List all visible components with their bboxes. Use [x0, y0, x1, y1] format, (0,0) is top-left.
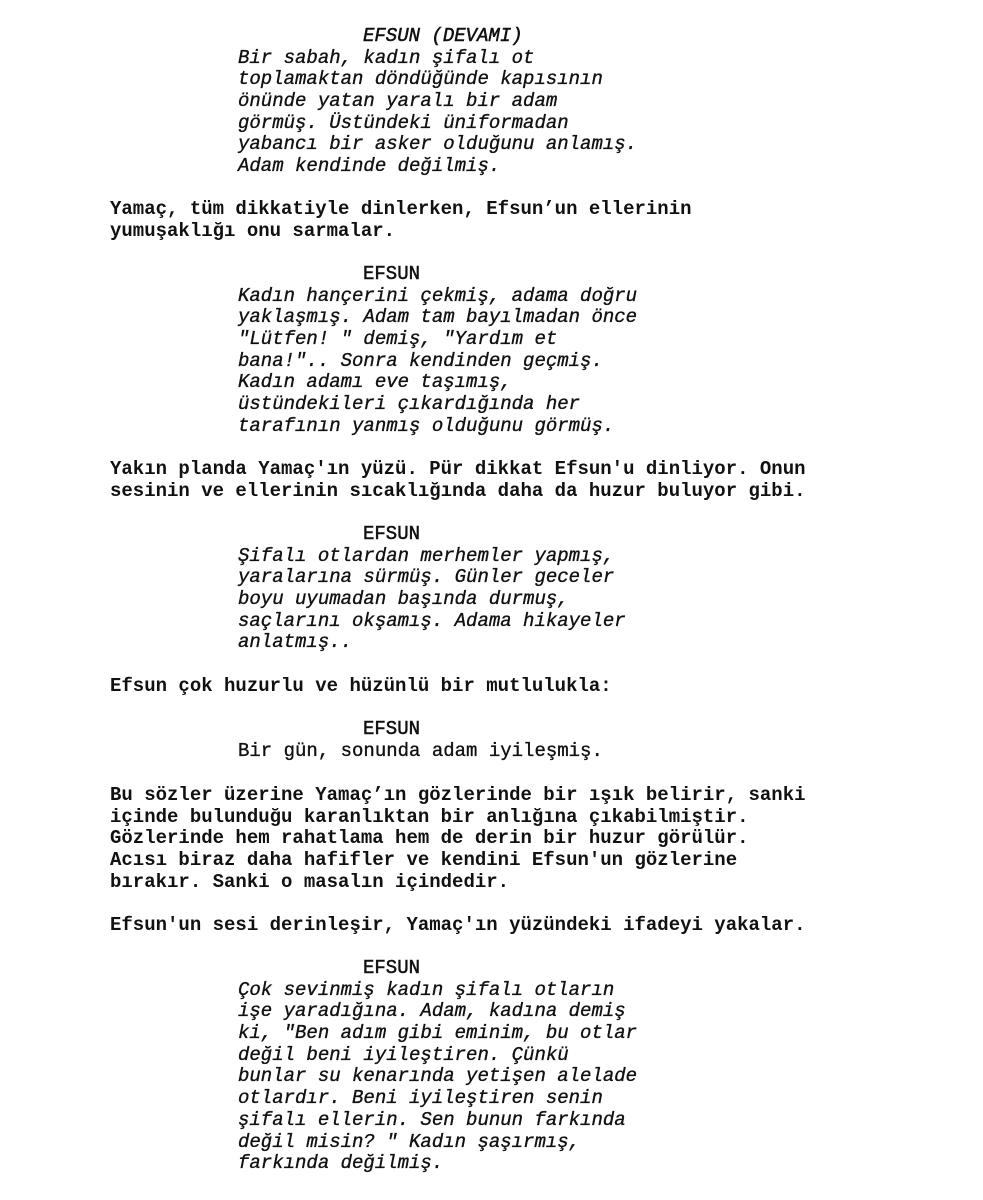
action-line: Efsun'un sesi derinleşir, Yamaç'ın yüzündeki ifadeyi yakalar. [110, 914, 806, 936]
dialogue-line: yaralarına sürmüş. Günler geceler [238, 566, 615, 589]
dialogue-line: tarafının yanmış olduğunu görmüş. [238, 414, 615, 437]
dialogue-line: Kadın hançerini çekmiş, adama doğru [238, 284, 638, 307]
dialogue-text [238, 546, 626, 654]
action-block-1 [110, 199, 692, 242]
dialogue-line: değil misin? " Kadın şaşırmış, [238, 1130, 581, 1153]
dialogue-line: şifalı ellerin. Sen bunun farkında [238, 1108, 626, 1131]
dialogue-line: anlatmış.. [238, 631, 353, 654]
action-line: Gözlerinde hem rahatlama hem de derin bir huzur görülür. [110, 827, 749, 850]
action-block-4 [110, 785, 806, 893]
action-block-5 [110, 915, 806, 937]
character-cue: EFSUN [363, 263, 421, 285]
dialogue-line: Bir sabah, kadın şifalı ot [238, 46, 535, 69]
action-line: Efsun çok huzurlu ve hüzünlü bir mutlulukla: [110, 675, 612, 697]
dialogue-line: farkında değilmiş. [238, 1152, 444, 1175]
character-cue: EFSUN (DEVAMI) [363, 25, 523, 47]
dialogue-block-5 [0, 958, 637, 1175]
action-line: içinde bulunduğu karanlıktan bir anlığına çıkabilmiştir. [110, 805, 749, 828]
dialogue-line: önünde yatan yaralı bir adam [238, 90, 558, 113]
dialogue-text [238, 741, 603, 763]
action-line: Yakın planda Yamaç'ın yüzü. Pür dikkat Efsun'u dinliyor. Onun [110, 458, 806, 480]
dialogue-line: yabancı bir asker olduğunu anlamış. [238, 133, 638, 156]
action-line: yumuşaklığı onu sarmalar. [110, 219, 396, 242]
dialogue-text [238, 286, 637, 438]
action-block-3 [110, 676, 612, 698]
action-line: Bu sözler üzerine Yamaç’ın gözlerinde bir ışık belirir, sanki [110, 784, 806, 806]
action-line: bırakır. Sanki o masalın içindedir. [110, 870, 510, 893]
character-cue: EFSUN [363, 718, 421, 740]
dialogue-line: toplamaktan döndüğünde kapısının [238, 68, 603, 91]
action-block-2 [110, 459, 806, 502]
dialogue-line: ki, "Ben adım gibi eminim, bu otlar [238, 1022, 638, 1045]
dialogue-line: üstündekileri çıkardığında her [238, 393, 581, 416]
dialogue-text [238, 48, 637, 178]
dialogue-line: yaklaşmış. Adam tam bayılmadan önce [238, 306, 638, 329]
character-cue: EFSUN [363, 957, 421, 979]
dialogue-block-4 [0, 719, 603, 762]
dialogue-line: saçlarını okşamış. Adama hikayeler [238, 609, 626, 632]
character-cue: EFSUN [363, 523, 421, 545]
dialogue-line: değil beni iyileştiren. Çünkü [238, 1043, 569, 1066]
dialogue-line: Bir gün, sonunda adam iyileşmiş. [238, 739, 603, 762]
dialogue-block-3 [0, 524, 626, 654]
action-line: Yamaç, tüm dikkatiyle dinlerken, Efsun’un ellerinin [110, 198, 692, 220]
action-line: Acısı biraz daha hafifler ve kendini Efsun'un gözlerine [110, 849, 738, 872]
dialogue-line: otlardır. Beni iyileştiren senin [238, 1087, 603, 1110]
dialogue-line: bana!".. Sonra kendinden geçmiş. [238, 349, 603, 372]
dialogue-line: işe yaradığına. Adam, kadına demiş [238, 1000, 626, 1023]
dialogue-line: Şifalı otlardan merhemler yapmış, [238, 544, 615, 567]
dialogue-line: "Lütfen! " demiş, "Yardım et [238, 328, 558, 351]
dialogue-line: görmüş. Üstündeki üniformadan [238, 111, 569, 134]
dialogue-text [238, 980, 637, 1175]
dialogue-line: bunlar su kenarında yetişen alelade [238, 1065, 638, 1088]
dialogue-line: Kadın adamı eve taşımış, [238, 371, 512, 394]
dialogue-line: Adam kendinde değilmiş. [238, 155, 501, 178]
dialogue-block-1 [0, 26, 637, 178]
dialogue-line: Çok sevinmiş kadın şifalı otların [238, 978, 615, 1001]
dialogue-line: boyu uyumadan başında durmuş, [238, 588, 569, 611]
action-line: sesinin ve ellerinin sıcaklığında daha da huzur buluyor gibi. [110, 479, 806, 502]
dialogue-block-2 [0, 264, 637, 438]
